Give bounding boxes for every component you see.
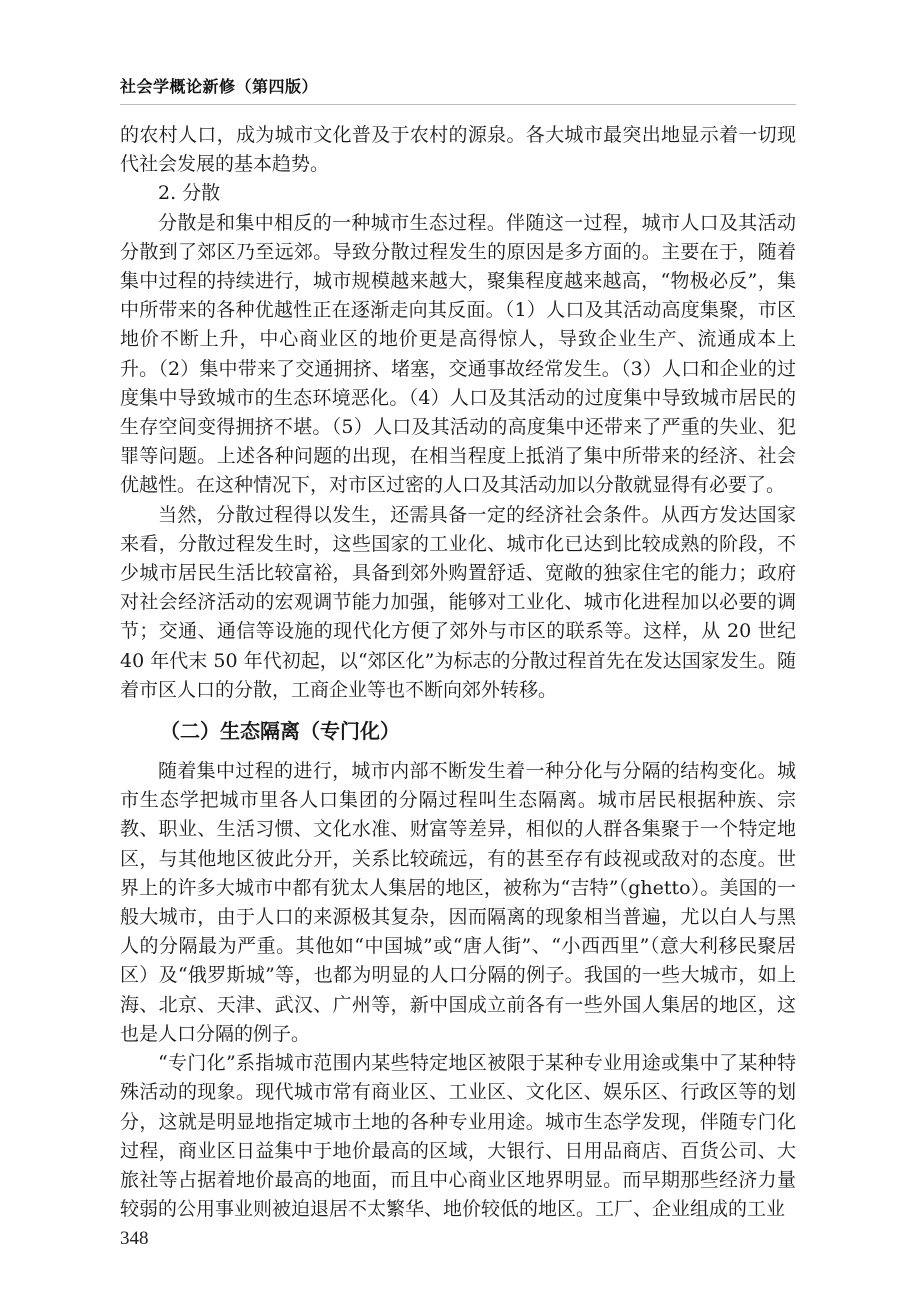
paragraph-dispersion-conditions: 当然，分散过程得以发生，还需具备一定的经济社会条件。从西方发达国家来看，分散过程发生时，这些国家的工业化、城市化已达到比较成熟的阶段，不少城市居民生活比较富裕，具备到郊外购置舒适、宽敞的独家住宅的能力；政府对社会经济活动的宏观调节能力加强，能够对工业化、城市化进程加以必要的调节；交通、通信等设施的现代化方便了郊外与市区的联系等。这样，从 20 世纪 40 年代末 50 年代初起，以“郊区化”为标志的分散过程首先在发达国家发生。随着市区人口的分散，工商企业等也不断向郊外转移。 xyxy=(120,503,796,701)
subheading-dispersion: 2. 分散 xyxy=(158,182,221,205)
page-number: 348 xyxy=(120,1228,149,1249)
paragraph-specialization: “专门化”系指城市范围内某些特定地区被限于某种专业用途或集中了某种特殊活动的现象。现代城市常有商业区、工业区、文化区、娱乐区、行政区等的划分，这就是明显地指定城市土地的各种专业用途。城市生态学发现，伴随专门化过程，商业区日益集中于地价最高的区域，大银行、日用品商店、百货公司、大旅社等占据着地价最高的地面，而且中心商业区地界明显。而早期那些经济力量较弱的公用事业则被迫退居不太繁华、地价较低的地区。工厂、企业组成的工业 xyxy=(120,1052,796,1221)
paragraph-segregation: 随着集中过程的进行，城市内部不断发生着一种分化与分隔的结构变化。城市生态学把城市里各人口集团的分隔过程叫生态隔离。城市居民根据种族、宗教、职业、生活习惯、文化水准、财富等差异，相似的人群各集聚于一个特定地区，与其他地区彼此分开，关系比较疏远，有的甚至存有歧视或敌对的态度。世界上的许多大城市中都有犹太人集居的地区，被称为“吉特”（ghetto）。美国的一般大城市，由于人口的来源极其复杂，因而隔离的现象相当普遍，尤以白人与黑人的分隔最为严重。其他如“中国城”或“唐人街”、“小西西里”（意大利移民聚居区）及“俄罗斯城”等，也都为明显的人口分隔的例子。我国的一些大城市，如上海、北京、天津、武汉、广州等，新中国成立前各有一些外国人集居的地区，这也是人口分隔的例子。 xyxy=(120,760,796,1045)
body-text xyxy=(120,121,796,1224)
paragraph-dispersion-causes: 分散是和集中相反的一种城市生态过程。伴随这一过程，城市人口及其活动分散到了郊区乃至远郊。导致分散过程发生的原因是多方面的。主要在于，随着集中过程的持续进行，城市规模越来越大，聚集程度越来越高，“物极必反”，集中所带来的各种优越性正在逐渐走向其反面。（1）人口及其活动高度集聚，市区地价不断上升，中心商业区的地价更是高得惊人，导致企业生产、流通成本上升。（2）集中带来了交通拥挤、堵塞，交通事故经常发生。（3）人口和企业的过度集中导致城市的生态环境恶化。（4）人口及其活动的过度集中导致城市居民的生存空间变得拥挤不堪。（5）人口及其活动的高度集中还带来了严重的失业、犯罪等问题。上述各种问题的出现，在相当程度上抵消了集中所带来的经济、社会优越性。在这种情况下，对市区过密的人口及其活动加以分散就显得有必要了。 xyxy=(120,211,796,497)
continuation-paragraph: 的农村人口，成为城市文化普及于农村的源泉。各大城市最突出地显示着一切现代社会发展的基本趋势。 xyxy=(120,124,796,176)
header-rule xyxy=(120,104,796,105)
running-header: 社会学概论新修（第四版） xyxy=(120,77,319,96)
section-title: （二）生态隔离（专门化） xyxy=(160,719,400,744)
